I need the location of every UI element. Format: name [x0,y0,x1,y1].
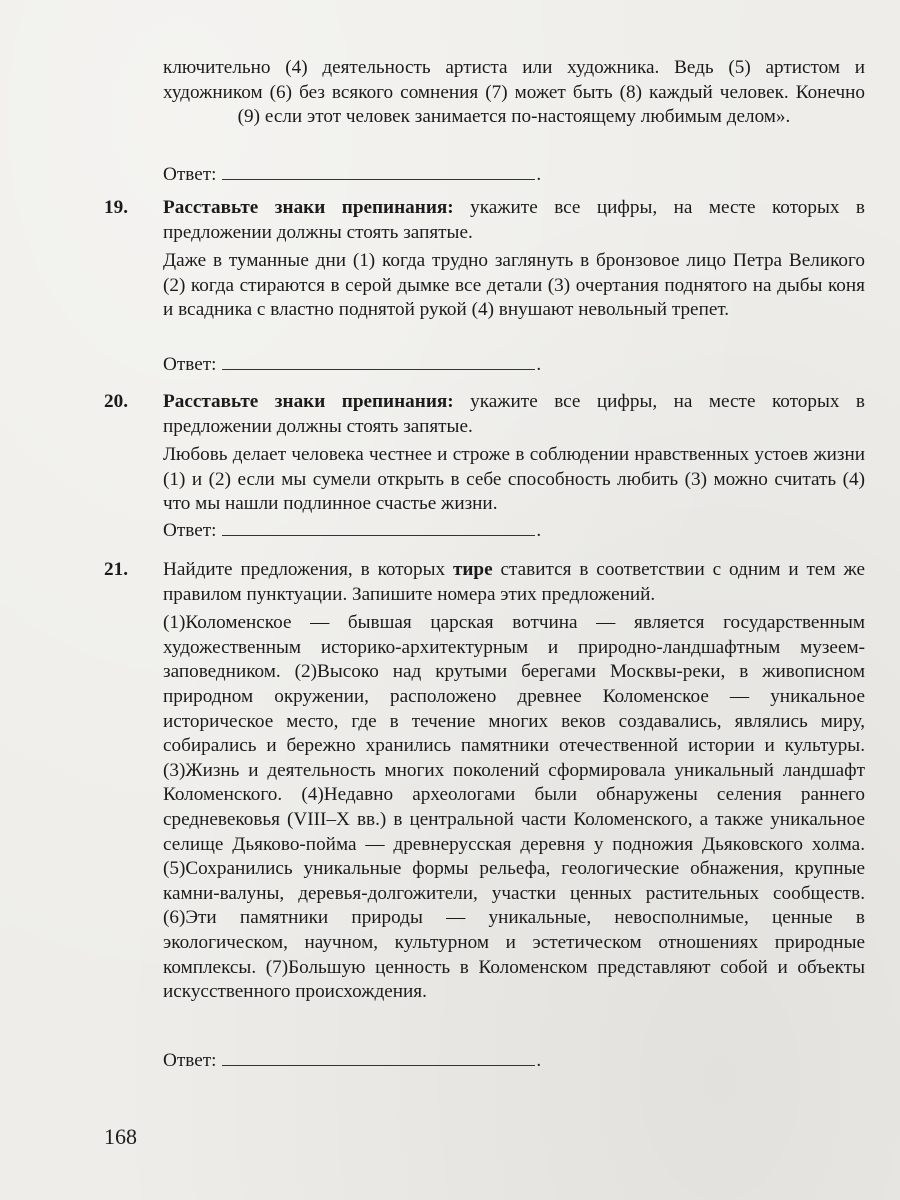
answer-row-19: Ответ: . [163,354,542,375]
question-20-text: Любовь делает человека честнее и строже в соблюдении нравственных устоев жизни (1) и (2) если мы сумели открыть в себе способность любить (3) можно считать (4) что мы нашли подлинное счастье жизни. [163,444,865,515]
question-21-instruction-b: ставится в соответствии с одним и тем же правилом пунктуации. Запишите номера этих предложений. [163,559,865,605]
answer-row-18: Ответ: . [163,164,542,185]
question-19-instruction-rest: укажите все цифры, на месте которых в предложении должны стоять запятые. [163,197,865,243]
question-21-number: 21. [104,559,128,580]
page-number: 168 [104,1124,137,1149]
answer-row-20: Ответ: . [163,520,542,541]
answer-label: Ответ: [163,164,217,185]
question-19-number: 19. [104,197,128,218]
question-20-number: 20. [104,391,128,412]
question-21-instruction-a: Найдите предложения, в которых [163,559,453,580]
question-21 [163,558,865,1005]
question-19-text: Даже в туманные дни (1) когда трудно заглянуть в бронзовое лицо Петра Великого (2) когда стираются в серой дымке все детали (3) очертания поднятого на дыбы коня и всадника с властно поднятой рукой (4) внушают невольный трепет. [163,250,865,321]
answer-blank-21[interactable] [222,1048,535,1066]
answer-blank-18[interactable] [222,162,535,180]
answer-blank-20[interactable] [222,518,535,536]
question-20-instruction-bold: Расставьте знаки препинания: [163,391,454,412]
question-20-instruction-rest: укажите все цифры, на месте которых в предложении должны стоять запятые. [163,391,865,437]
answer-blank-19[interactable] [222,352,535,370]
question-20-instruction [163,390,865,439]
question-20 [163,390,865,517]
question-21-instruction-bold: тире [452,559,493,580]
question-19 [163,196,865,323]
answer-row-21: Ответ: . [163,1050,542,1071]
question-21-instruction [163,558,865,607]
question-19-instruction-bold: Расставьте знаки препинания: [163,197,454,218]
intro-paragraph [163,56,865,130]
intro-text: ключительно (4) деятельность артиста или художника. Ведь (5) артистом и художником (6) без всякого сомнения (7) может быть (8) каждый человек. Конечно (9) если этот человек занимается по-настоящему любимым делом». [163,57,865,128]
answer-label: Ответ: [163,1050,217,1071]
answer-label: Ответ: [163,354,217,375]
answer-label: Ответ: [163,520,217,541]
question-21-text: (1)Коломенское — бывшая царская вотчина — является государственным художественным историко-архитектурным и природно-ландшафтным музеем-заповедником. (2)Высоко над крутыми берегами Москвы-реки, в живописном природном окружении, расположено древнее Коломенское — уникальное историческое место, где в течение многих веков создавались, являлись миру, собирались и бережно хранились памятники отечественной истории и культуры. (3)Жизнь и деятельность многих поколений сформировала уникальный ландшафт Коломенского. (4)Недавно археологами были обнаружены селения раннего средневековья (VIII–X вв.) в центральной части Коломенского, а также уникальное селище Дьяково-пойма — древнерусская деревня у подножия Дьяковского холма. (5)Сохранились уникальные формы рельефа, геологические обнажения, крупные камни-валуны, деревья-долгожители, участки ценных растительных сообществ. (6)Эти памятники природы — уникальные, невосполнимые, ценные в экологическом, научном, культурном и эстетическом отношениях природные комплексы. (7)Большую ценность в Коломенском представляют собой и объекты искусственного происхождения. [163,612,865,1003]
question-19-instruction [163,196,865,245]
